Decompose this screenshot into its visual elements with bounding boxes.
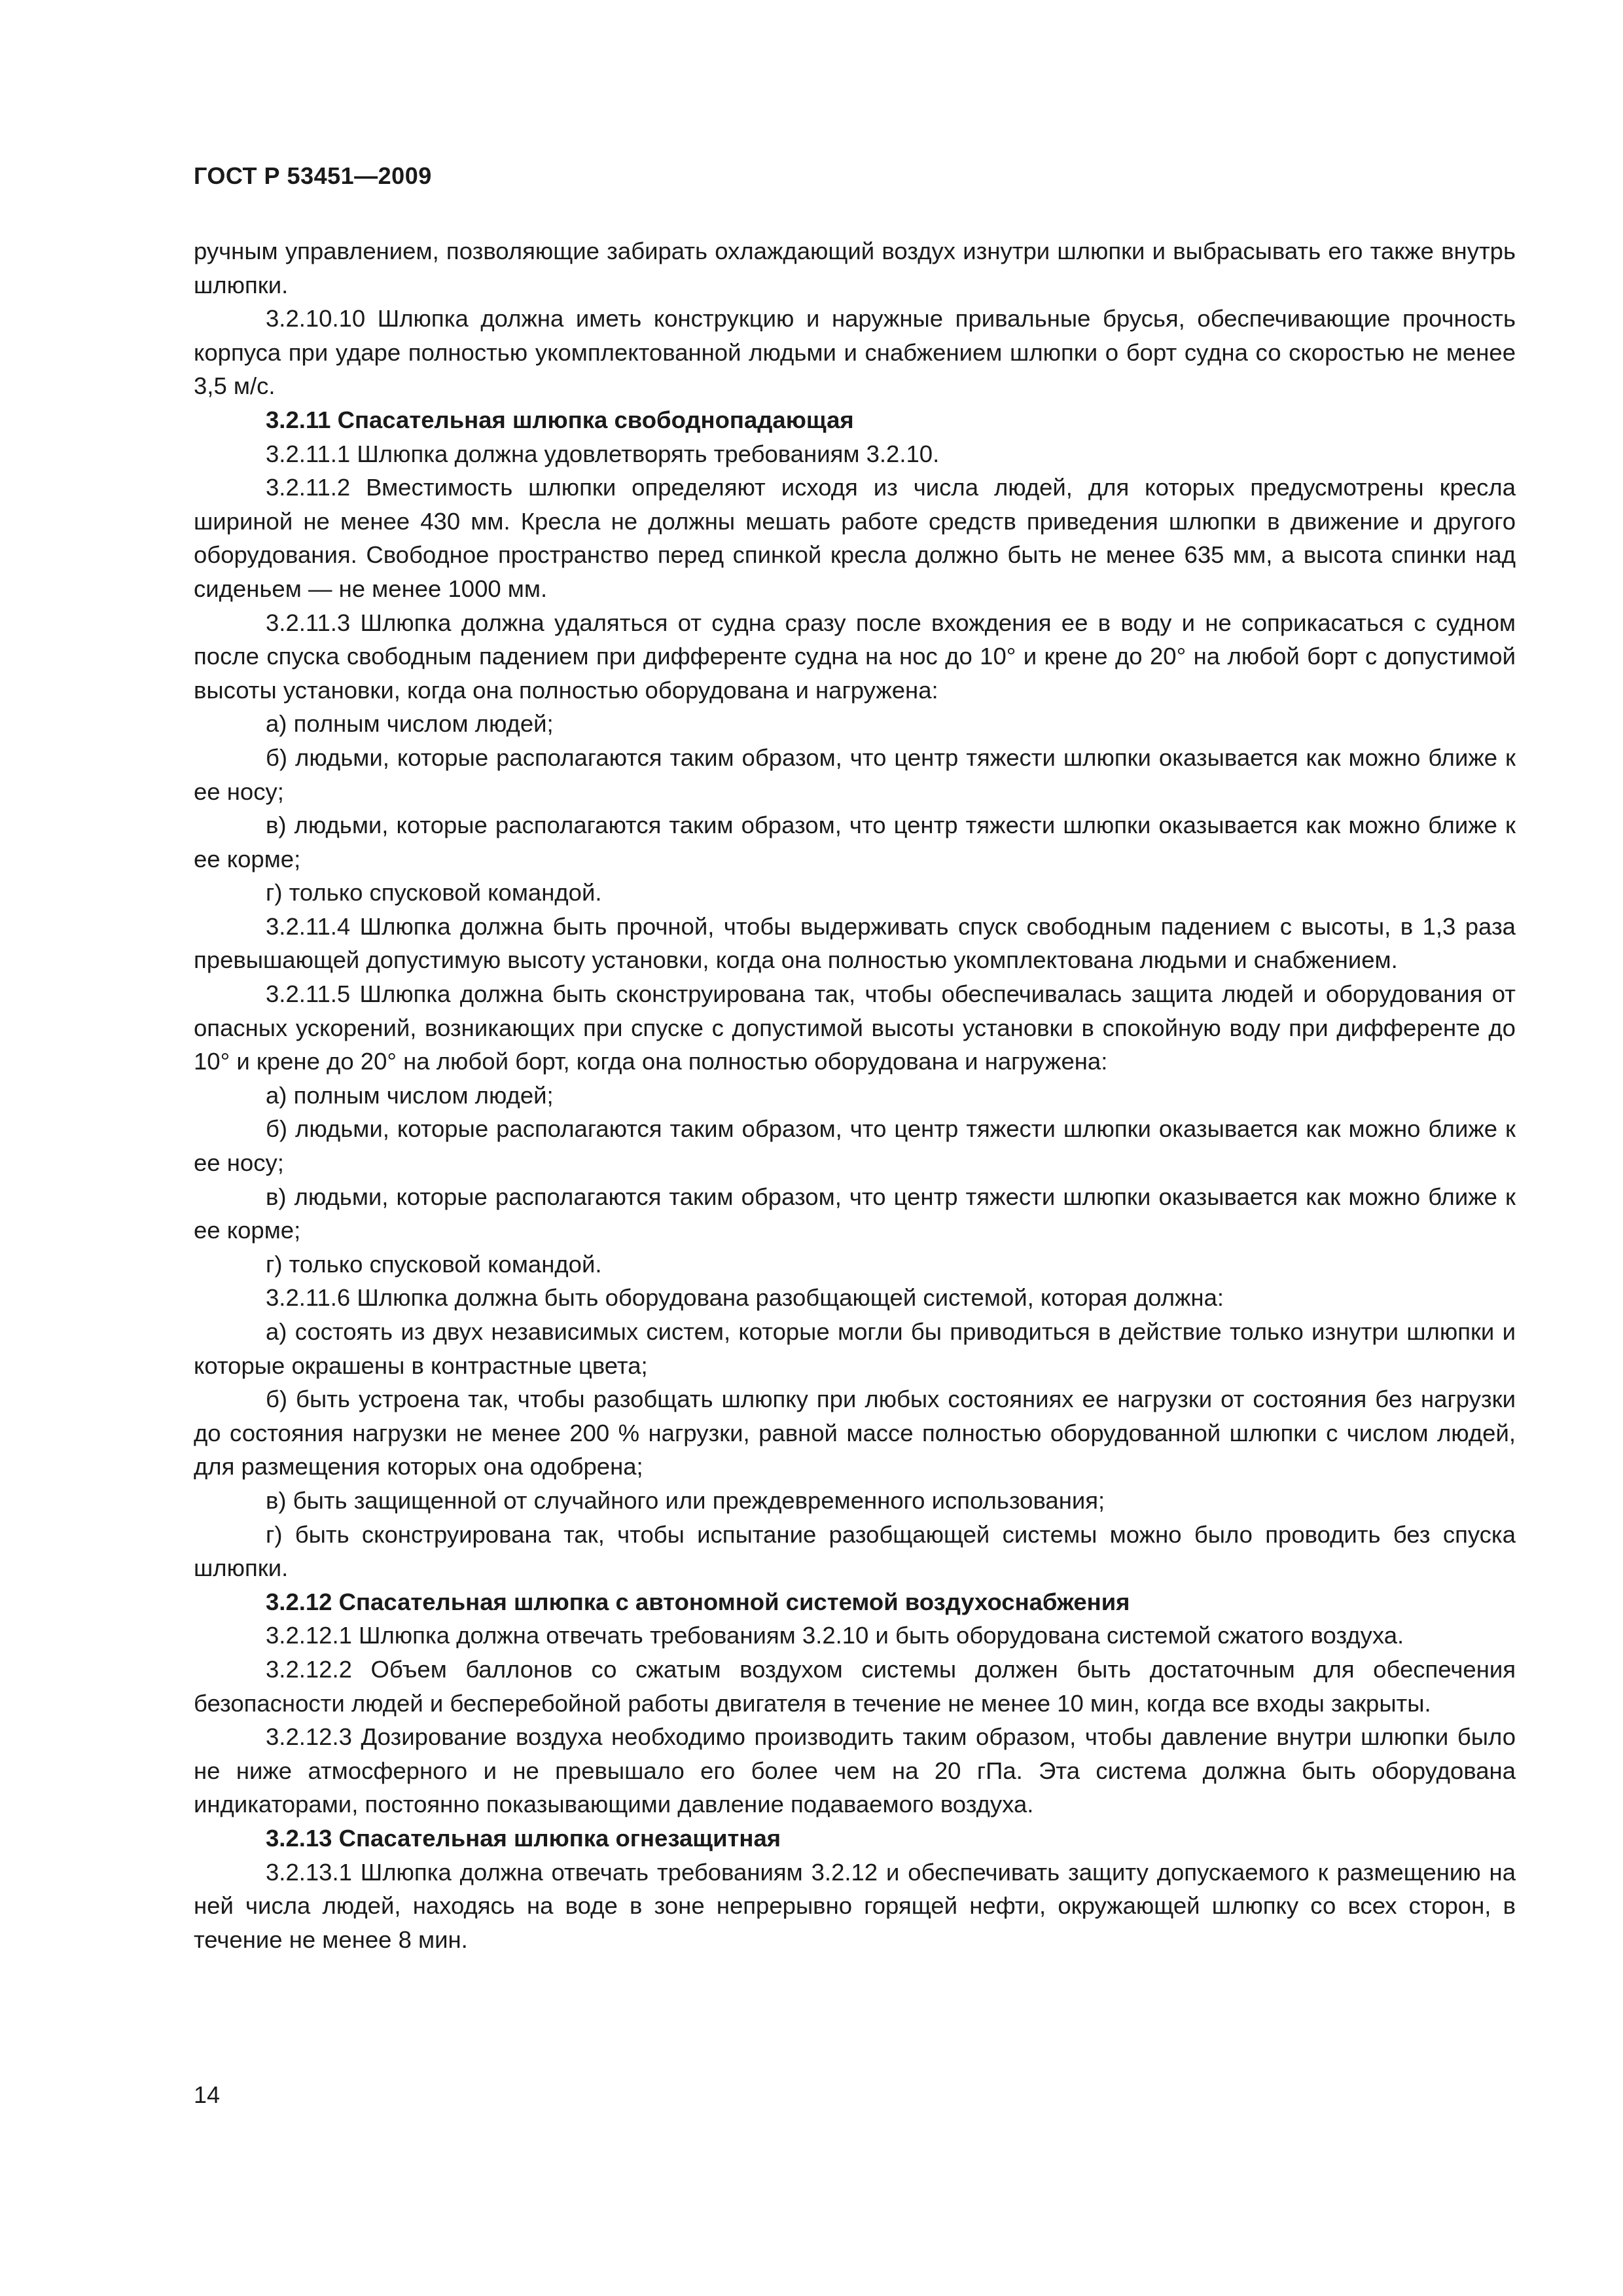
list-item: б) быть устроена так, чтобы разобщать шлюпку при любых состояниях ее нагрузки от состояния без нагрузки до состояния нагрузки не менее 200 % нагрузки, равной массе полностью оборудованной шлюпки с числом людей, для размещения которых она одобрена;: [194, 1386, 1516, 1480]
list-item: б) людьми, которые располагаются таким образом, что центр тяжести шлюпки оказывается как можно ближе к ее носу;: [194, 744, 1516, 805]
page-number: 14: [194, 2081, 221, 2108]
list-item: а) полным числом людей;: [266, 1081, 554, 1109]
section-heading: 3.2.12 Спасательная шлюпка с автономной системой воздухоснабжения: [266, 1588, 1130, 1615]
list-item: в) людьми, которые располагаются таким образом, что центр тяжести шлюпки оказывается как можно ближе к ее корме;: [194, 1183, 1516, 1244]
section-heading: 3.2.11 Спасательная шлюпка свободнопадающая: [266, 406, 854, 433]
paragraph: 3.2.11.5 Шлюпка должна быть сконструирована так, чтобы обеспечивалась защита людей и оборудования от опасных ускорений, возникающих при спуске с допустимой высоты установки в спокойную воду при дифференте до 10° и крене до 20° на любой борт, когда она полностью оборудована и нагружена:: [194, 980, 1516, 1075]
paragraph: 3.2.12.1 Шлюпка должна отвечать требованиям 3.2.10 и быть оборудована системой сжатого воздуха.: [266, 1622, 1404, 1649]
list-item: г) только спусковой командой.: [266, 879, 602, 906]
section-heading: 3.2.13 Спасательная шлюпка огнезащитная: [266, 1824, 781, 1852]
list-item: в) людьми, которые располагаются таким образом, что центр тяжести шлюпки оказывается как можно ближе к ее корме;: [194, 812, 1516, 872]
list-item: в) быть защищенной от случайного или преждевременного использования;: [266, 1486, 1105, 1514]
list-item: г) только спусковой командой.: [266, 1250, 602, 1278]
document-code-header: ГОСТ Р 53451—2009: [194, 162, 432, 189]
list-item: а) полным числом людей;: [266, 710, 554, 738]
paragraph: 3.2.11.1 Шлюпка должна удовлетворять требованиям 3.2.10.: [266, 440, 940, 467]
list-item: а) состоять из двух независимых систем, которые могли бы приводиться в действие только изнутри шлюпки и которые окрашены в контрастные цвета;: [194, 1318, 1516, 1379]
paragraph: 3.2.12.3 Дозирование воздуха необходимо производить таким образом, чтобы давление внутри шлюпки было не ниже атмосферного и не превышало его более чем на 20 гПа. Эта система должна быть оборудована индикаторами, постоянно показывающими давление подаваемого воздуха.: [194, 1723, 1516, 1818]
paragraph: 3.2.11.3 Шлюпка должна удаляться от судна сразу после вхождения ее в воду и не соприкасаться с судном после спуска свободным падением при дифференте судна на нос до 10° и крене до 20° на любой борт с допустимой высоты установки, когда она полностью оборудована и нагружена:: [194, 609, 1516, 704]
paragraph: 3.2.10.10 Шлюпка должна иметь конструкцию и наружные привальные брусья, обеспечивающие прочность корпуса при ударе полностью укомплектованной людьми и снабжением шлюпки о борт судна со скоростью не менее 3,5 м/с.: [194, 305, 1516, 400]
paragraph: 3.2.11.2 Вместимость шлюпки определяют исходя из числа людей, для которых предусмотрены кресла шириной не менее 430 мм. Кресла не должны мешать работе средств приведения шлюпки в движение и другого оборудования. Свободное пространство перед спинкой кресла должно быть не менее 635 мм, а высота спинки над сиденьем — не менее 1000 мм.: [194, 474, 1516, 602]
paragraph: 3.2.11.4 Шлюпка должна быть прочной, чтобы выдерживать спуск свободным падением с высоты, в 1,3 раза превышающей допустимую высоту установки, когда она полностью укомплектована людьми и снабжением.: [194, 912, 1516, 974]
paragraph: ручным управлением, позволяющие забирать охлаждающий воздух изнутри шлюпки и выбрасывать его также внутрь шлюпки.: [194, 238, 1516, 298]
list-item: г) быть сконструирована так, чтобы испытание разобщающей системы можно было проводить без спуска шлюпки.: [194, 1520, 1516, 1582]
paragraph: 3.2.11.6 Шлюпка должна быть оборудована разобщающей системой, которая должна:: [266, 1284, 1224, 1312]
body-text: [194, 234, 1516, 1956]
list-item: б) людьми, которые располагаются таким образом, что центр тяжести шлюпки оказывается как можно ближе к ее носу;: [194, 1115, 1516, 1177]
paragraph: 3.2.12.2 Объем баллонов со сжатым воздухом системы должен быть достаточным для обеспечения безопасности людей и бесперебойной работы двигателя в течение не менее 10 мин, когда все входы закрыты.: [194, 1655, 1516, 1717]
paragraph: 3.2.13.1 Шлюпка должна отвечать требованиям 3.2.12 и обеспечивать защиту допускаемого к размещению на ней числа людей, находясь на воде в зоне непрерывно горящей нефти, окружающей шлюпку со всех сторон, в течение не менее 8 мин.: [194, 1858, 1516, 1953]
